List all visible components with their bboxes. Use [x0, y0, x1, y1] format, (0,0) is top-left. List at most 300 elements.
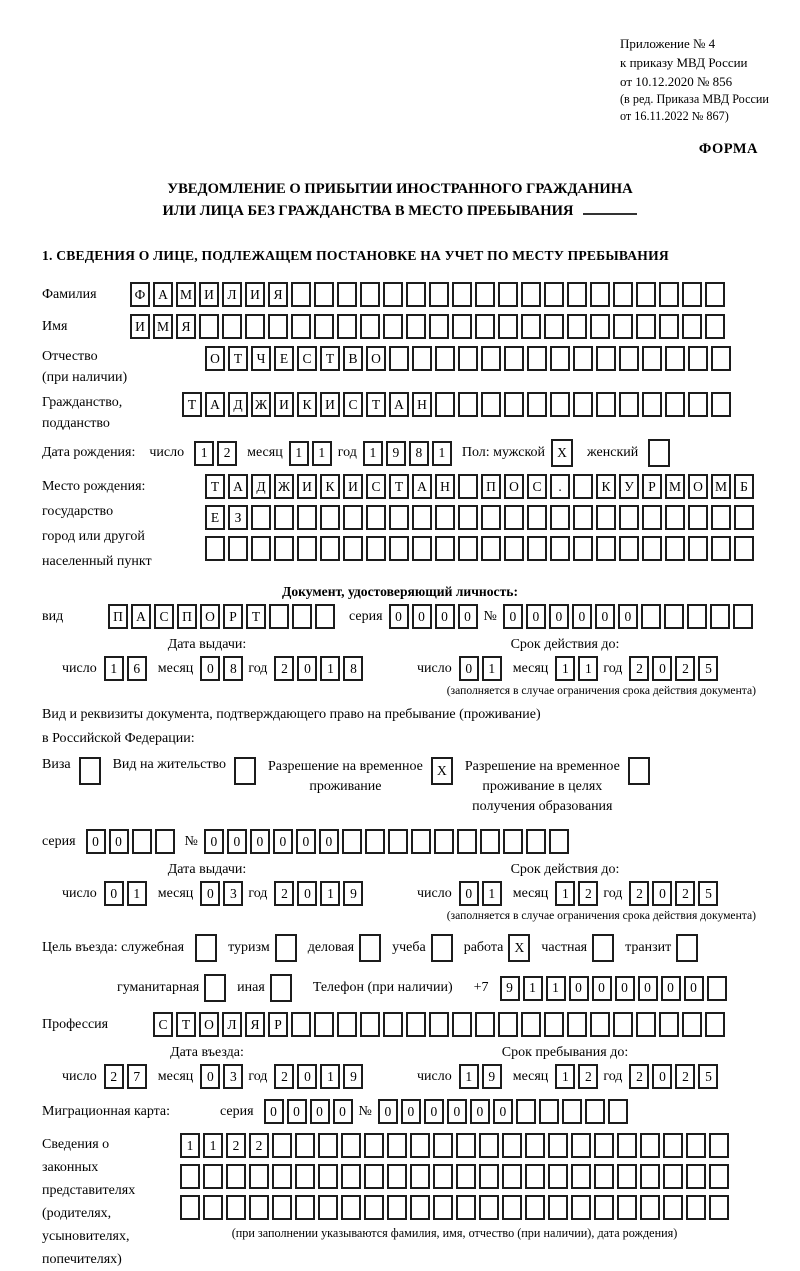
char-cell[interactable]	[364, 1195, 384, 1220]
char-cell[interactable]	[711, 505, 731, 530]
char-cell[interactable]	[676, 934, 698, 962]
char-cell[interactable]: 1	[127, 881, 147, 906]
char-cell[interactable]: Т	[246, 604, 266, 629]
char-cell[interactable]: 0	[459, 881, 479, 906]
char-cell[interactable]	[619, 536, 639, 561]
char-cell[interactable]: С	[297, 346, 317, 371]
char-cell[interactable]: И	[130, 314, 150, 339]
char-cell[interactable]: 2	[675, 1064, 695, 1089]
char-cell[interactable]	[686, 1195, 706, 1220]
char-cell[interactable]	[434, 829, 454, 854]
char-cell[interactable]: 1	[555, 881, 575, 906]
char-cell[interactable]	[504, 536, 524, 561]
char-cell[interactable]: 0	[319, 829, 339, 854]
char-cell[interactable]	[636, 1012, 656, 1037]
char-cell[interactable]	[590, 314, 610, 339]
char-cell[interactable]	[663, 1133, 683, 1158]
char-cell[interactable]: Т	[182, 392, 202, 417]
char-cell[interactable]	[360, 1012, 380, 1037]
char-cell[interactable]	[295, 1195, 315, 1220]
char-cell[interactable]: 0	[200, 881, 220, 906]
char-cell[interactable]	[180, 1164, 200, 1189]
char-cell[interactable]: О	[366, 346, 386, 371]
char-cell[interactable]: О	[504, 474, 524, 499]
char-cell[interactable]: 1	[363, 441, 383, 466]
char-cell[interactable]	[659, 314, 679, 339]
char-cell[interactable]: М	[711, 474, 731, 499]
char-cell[interactable]: .	[550, 474, 570, 499]
char-cell[interactable]	[297, 536, 317, 561]
char-cell[interactable]	[594, 1195, 614, 1220]
char-cell[interactable]	[269, 604, 289, 629]
char-cell[interactable]	[249, 1164, 269, 1189]
char-cell[interactable]: 0	[378, 1099, 398, 1124]
char-cell[interactable]: 6	[127, 656, 147, 681]
char-cell[interactable]	[314, 314, 334, 339]
char-cell[interactable]	[433, 1195, 453, 1220]
char-cell[interactable]	[412, 346, 432, 371]
char-cell[interactable]	[268, 314, 288, 339]
char-cell[interactable]	[366, 536, 386, 561]
char-cell[interactable]: 5	[698, 656, 718, 681]
char-cell[interactable]	[709, 1133, 729, 1158]
char-cell[interactable]	[734, 505, 754, 530]
char-cell[interactable]	[292, 604, 312, 629]
char-cell[interactable]	[665, 505, 685, 530]
char-cell[interactable]	[226, 1164, 246, 1189]
char-cell[interactable]: М	[665, 474, 685, 499]
char-cell[interactable]	[341, 1164, 361, 1189]
char-cell[interactable]: 0	[569, 976, 589, 1001]
char-cell[interactable]	[567, 314, 587, 339]
char-cell[interactable]	[433, 1164, 453, 1189]
char-cell[interactable]: X	[551, 439, 573, 467]
char-cell[interactable]	[320, 505, 340, 530]
char-cell[interactable]	[406, 1012, 426, 1037]
char-cell[interactable]	[521, 314, 541, 339]
char-cell[interactable]: О	[688, 474, 708, 499]
char-cell[interactable]	[272, 1164, 292, 1189]
char-cell[interactable]	[573, 474, 593, 499]
char-cell[interactable]	[613, 282, 633, 307]
char-cell[interactable]	[525, 1195, 545, 1220]
char-cell[interactable]: Р	[642, 474, 662, 499]
char-cell[interactable]	[475, 1012, 495, 1037]
char-cell[interactable]	[383, 282, 403, 307]
char-cell[interactable]: 0	[595, 604, 615, 629]
char-cell[interactable]	[251, 505, 271, 530]
char-cell[interactable]	[498, 1012, 518, 1037]
char-cell[interactable]	[435, 346, 455, 371]
char-cell[interactable]	[567, 282, 587, 307]
char-cell[interactable]: 0	[652, 656, 672, 681]
char-cell[interactable]: И	[245, 282, 265, 307]
char-cell[interactable]	[199, 314, 219, 339]
char-cell[interactable]: С	[154, 604, 174, 629]
char-cell[interactable]	[360, 314, 380, 339]
char-cell[interactable]	[648, 439, 670, 467]
char-cell[interactable]: 1	[459, 1064, 479, 1089]
char-cell[interactable]: 0	[493, 1099, 513, 1124]
char-cell[interactable]	[709, 1195, 729, 1220]
char-cell[interactable]: 0	[458, 604, 478, 629]
char-cell[interactable]	[659, 282, 679, 307]
char-cell[interactable]	[571, 1164, 591, 1189]
char-cell[interactable]	[550, 505, 570, 530]
char-cell[interactable]: 9	[386, 441, 406, 466]
char-cell[interactable]	[366, 505, 386, 530]
char-cell[interactable]: 2	[629, 656, 649, 681]
char-cell[interactable]: 2	[249, 1133, 269, 1158]
char-cell[interactable]	[596, 346, 616, 371]
char-cell[interactable]: 9	[343, 1064, 363, 1089]
char-cell[interactable]: К	[320, 474, 340, 499]
char-cell[interactable]	[365, 829, 385, 854]
char-cell[interactable]	[295, 1133, 315, 1158]
char-cell[interactable]	[204, 974, 226, 1002]
char-cell[interactable]	[550, 346, 570, 371]
char-cell[interactable]: 0	[287, 1099, 307, 1124]
char-cell[interactable]	[234, 757, 256, 785]
char-cell[interactable]	[682, 314, 702, 339]
char-cell[interactable]	[585, 1099, 605, 1124]
char-cell[interactable]	[665, 536, 685, 561]
char-cell[interactable]: Ж	[251, 392, 271, 417]
char-cell[interactable]: 2	[629, 1064, 649, 1089]
char-cell[interactable]: И	[297, 474, 317, 499]
char-cell[interactable]: 2	[578, 1064, 598, 1089]
char-cell[interactable]	[195, 934, 217, 962]
char-cell[interactable]: 1	[312, 441, 332, 466]
char-cell[interactable]: 0	[86, 829, 106, 854]
char-cell[interactable]: 2	[274, 1064, 294, 1089]
char-cell[interactable]	[318, 1133, 338, 1158]
char-cell[interactable]	[686, 1164, 706, 1189]
char-cell[interactable]: Т	[228, 346, 248, 371]
char-cell[interactable]: 2	[675, 881, 695, 906]
char-cell[interactable]	[527, 392, 547, 417]
char-cell[interactable]: Б	[734, 474, 754, 499]
char-cell[interactable]	[475, 282, 495, 307]
char-cell[interactable]	[502, 1164, 522, 1189]
char-cell[interactable]: Т	[176, 1012, 196, 1037]
char-cell[interactable]	[180, 1195, 200, 1220]
char-cell[interactable]	[521, 1012, 541, 1037]
char-cell[interactable]	[642, 536, 662, 561]
char-cell[interactable]	[245, 314, 265, 339]
char-cell[interactable]: 0	[273, 829, 293, 854]
char-cell[interactable]: К	[596, 474, 616, 499]
char-cell[interactable]: 0	[333, 1099, 353, 1124]
char-cell[interactable]: И	[320, 392, 340, 417]
char-cell[interactable]: 1	[482, 881, 502, 906]
char-cell[interactable]	[458, 346, 478, 371]
char-cell[interactable]	[383, 1012, 403, 1037]
char-cell[interactable]	[548, 1164, 568, 1189]
char-cell[interactable]: Т	[320, 346, 340, 371]
char-cell[interactable]: С	[527, 474, 547, 499]
char-cell[interactable]	[642, 392, 662, 417]
char-cell[interactable]	[498, 314, 518, 339]
char-cell[interactable]: 1	[289, 441, 309, 466]
char-cell[interactable]: 0	[401, 1099, 421, 1124]
char-cell[interactable]	[270, 974, 292, 1002]
char-cell[interactable]: 1	[482, 656, 502, 681]
char-cell[interactable]	[456, 1164, 476, 1189]
char-cell[interactable]	[688, 346, 708, 371]
char-cell[interactable]	[686, 1133, 706, 1158]
char-cell[interactable]	[458, 392, 478, 417]
char-cell[interactable]: 5	[698, 1064, 718, 1089]
char-cell[interactable]	[275, 934, 297, 962]
char-cell[interactable]	[573, 536, 593, 561]
char-cell[interactable]: 1	[432, 441, 452, 466]
char-cell[interactable]	[297, 505, 317, 530]
char-cell[interactable]: 0	[572, 604, 592, 629]
char-cell[interactable]	[502, 1195, 522, 1220]
char-cell[interactable]	[132, 829, 152, 854]
char-cell[interactable]: 9	[500, 976, 520, 1001]
char-cell[interactable]: К	[297, 392, 317, 417]
char-cell[interactable]: М	[176, 282, 196, 307]
char-cell[interactable]	[343, 505, 363, 530]
char-cell[interactable]: 0	[200, 656, 220, 681]
char-cell[interactable]	[548, 1133, 568, 1158]
char-cell[interactable]: О	[199, 1012, 219, 1037]
char-cell[interactable]	[481, 392, 501, 417]
char-cell[interactable]	[452, 314, 472, 339]
char-cell[interactable]	[387, 1164, 407, 1189]
char-cell[interactable]	[249, 1195, 269, 1220]
char-cell[interactable]	[707, 976, 727, 1001]
char-cell[interactable]	[155, 829, 175, 854]
char-cell[interactable]	[431, 934, 453, 962]
char-cell[interactable]	[458, 474, 478, 499]
char-cell[interactable]: 0	[389, 604, 409, 629]
char-cell[interactable]	[410, 1164, 430, 1189]
char-cell[interactable]: 7	[127, 1064, 147, 1089]
char-cell[interactable]	[682, 1012, 702, 1037]
char-cell[interactable]: 0	[297, 881, 317, 906]
char-cell[interactable]	[433, 1133, 453, 1158]
char-cell[interactable]	[548, 1195, 568, 1220]
char-cell[interactable]	[435, 536, 455, 561]
char-cell[interactable]	[571, 1195, 591, 1220]
char-cell[interactable]	[711, 536, 731, 561]
char-cell[interactable]: 1	[203, 1133, 223, 1158]
char-cell[interactable]	[274, 505, 294, 530]
char-cell[interactable]	[539, 1099, 559, 1124]
char-cell[interactable]	[228, 536, 248, 561]
char-cell[interactable]: М	[153, 314, 173, 339]
char-cell[interactable]	[663, 1195, 683, 1220]
char-cell[interactable]	[341, 1195, 361, 1220]
char-cell[interactable]	[640, 1195, 660, 1220]
char-cell[interactable]	[479, 1164, 499, 1189]
char-cell[interactable]	[665, 392, 685, 417]
char-cell[interactable]	[682, 282, 702, 307]
char-cell[interactable]: 2	[578, 881, 598, 906]
char-cell[interactable]: 0	[104, 881, 124, 906]
char-cell[interactable]	[456, 1133, 476, 1158]
char-cell[interactable]	[291, 314, 311, 339]
char-cell[interactable]: 0	[684, 976, 704, 1001]
char-cell[interactable]	[360, 282, 380, 307]
char-cell[interactable]	[640, 1133, 660, 1158]
char-cell[interactable]: 1	[578, 656, 598, 681]
char-cell[interactable]: 2	[629, 881, 649, 906]
char-cell[interactable]	[711, 392, 731, 417]
char-cell[interactable]: И	[343, 474, 363, 499]
char-cell[interactable]: С	[366, 474, 386, 499]
char-cell[interactable]	[203, 1195, 223, 1220]
char-cell[interactable]	[295, 1164, 315, 1189]
char-cell[interactable]	[527, 346, 547, 371]
char-cell[interactable]: 1	[180, 1133, 200, 1158]
char-cell[interactable]: 0	[652, 1064, 672, 1089]
char-cell[interactable]: 2	[104, 1064, 124, 1089]
char-cell[interactable]	[709, 1164, 729, 1189]
char-cell[interactable]	[337, 1012, 357, 1037]
char-cell[interactable]	[688, 536, 708, 561]
char-cell[interactable]	[705, 282, 725, 307]
char-cell[interactable]: 5	[698, 881, 718, 906]
char-cell[interactable]: 0	[652, 881, 672, 906]
char-cell[interactable]	[549, 829, 569, 854]
char-cell[interactable]	[504, 505, 524, 530]
char-cell[interactable]: С	[153, 1012, 173, 1037]
char-cell[interactable]: 1	[546, 976, 566, 1001]
char-cell[interactable]	[203, 1164, 223, 1189]
char-cell[interactable]	[272, 1133, 292, 1158]
char-cell[interactable]	[314, 282, 334, 307]
char-cell[interactable]	[481, 346, 501, 371]
char-cell[interactable]: П	[177, 604, 197, 629]
char-cell[interactable]: 8	[343, 656, 363, 681]
char-cell[interactable]	[590, 282, 610, 307]
char-cell[interactable]: 2	[274, 656, 294, 681]
char-cell[interactable]	[613, 314, 633, 339]
char-cell[interactable]	[710, 604, 730, 629]
char-cell[interactable]	[617, 1195, 637, 1220]
char-cell[interactable]: Л	[222, 282, 242, 307]
char-cell[interactable]	[573, 392, 593, 417]
char-cell[interactable]	[481, 536, 501, 561]
char-cell[interactable]	[457, 829, 477, 854]
char-cell[interactable]: А	[131, 604, 151, 629]
char-cell[interactable]: У	[619, 474, 639, 499]
char-cell[interactable]	[617, 1133, 637, 1158]
char-cell[interactable]	[458, 505, 478, 530]
char-cell[interactable]	[291, 1012, 311, 1037]
char-cell[interactable]	[412, 536, 432, 561]
char-cell[interactable]	[641, 604, 661, 629]
char-cell[interactable]	[550, 536, 570, 561]
char-cell[interactable]	[364, 1133, 384, 1158]
char-cell[interactable]	[596, 536, 616, 561]
char-cell[interactable]	[525, 1164, 545, 1189]
char-cell[interactable]	[406, 314, 426, 339]
char-cell[interactable]	[613, 1012, 633, 1037]
char-cell[interactable]: 2	[274, 881, 294, 906]
char-cell[interactable]	[665, 346, 685, 371]
char-cell[interactable]: 9	[482, 1064, 502, 1089]
char-cell[interactable]	[688, 392, 708, 417]
char-cell[interactable]: Е	[274, 346, 294, 371]
char-cell[interactable]: Ч	[251, 346, 271, 371]
char-cell[interactable]	[525, 1133, 545, 1158]
char-cell[interactable]	[596, 505, 616, 530]
char-cell[interactable]: Т	[366, 392, 386, 417]
char-cell[interactable]: А	[153, 282, 173, 307]
char-cell[interactable]	[498, 282, 518, 307]
char-cell[interactable]: 0	[109, 829, 129, 854]
char-cell[interactable]	[342, 829, 362, 854]
char-cell[interactable]: 0	[424, 1099, 444, 1124]
char-cell[interactable]	[516, 1099, 536, 1124]
char-cell[interactable]	[429, 314, 449, 339]
char-cell[interactable]: А	[205, 392, 225, 417]
char-cell[interactable]: 9	[343, 881, 363, 906]
char-cell[interactable]	[619, 392, 639, 417]
char-cell[interactable]: С	[343, 392, 363, 417]
char-cell[interactable]	[479, 1133, 499, 1158]
char-cell[interactable]: 0	[459, 656, 479, 681]
char-cell[interactable]	[435, 392, 455, 417]
char-cell[interactable]: Я	[268, 282, 288, 307]
char-cell[interactable]	[337, 314, 357, 339]
char-cell[interactable]: 0	[435, 604, 455, 629]
char-cell[interactable]	[410, 1133, 430, 1158]
char-cell[interactable]: Т	[205, 474, 225, 499]
char-cell[interactable]	[456, 1195, 476, 1220]
char-cell[interactable]: И	[199, 282, 219, 307]
char-cell[interactable]: П	[481, 474, 501, 499]
char-cell[interactable]	[272, 1195, 292, 1220]
char-cell[interactable]	[567, 1012, 587, 1037]
char-cell[interactable]: Ф	[130, 282, 150, 307]
char-cell[interactable]: З	[228, 505, 248, 530]
char-cell[interactable]	[364, 1164, 384, 1189]
char-cell[interactable]	[226, 1195, 246, 1220]
char-cell[interactable]: Р	[223, 604, 243, 629]
char-cell[interactable]: А	[228, 474, 248, 499]
char-cell[interactable]: 1	[194, 441, 214, 466]
char-cell[interactable]	[705, 1012, 725, 1037]
char-cell[interactable]	[291, 282, 311, 307]
char-cell[interactable]: 0	[250, 829, 270, 854]
char-cell[interactable]	[389, 346, 409, 371]
char-cell[interactable]: 3	[223, 1064, 243, 1089]
char-cell[interactable]	[314, 1012, 334, 1037]
char-cell[interactable]	[318, 1164, 338, 1189]
char-cell[interactable]: Н	[435, 474, 455, 499]
char-cell[interactable]	[687, 604, 707, 629]
char-cell[interactable]: 8	[223, 656, 243, 681]
char-cell[interactable]	[435, 505, 455, 530]
char-cell[interactable]	[387, 1133, 407, 1158]
char-cell[interactable]: X	[431, 757, 453, 785]
char-cell[interactable]: 0	[638, 976, 658, 1001]
char-cell[interactable]	[452, 1012, 472, 1037]
char-cell[interactable]	[320, 536, 340, 561]
char-cell[interactable]	[733, 604, 753, 629]
char-cell[interactable]	[458, 536, 478, 561]
char-cell[interactable]	[711, 346, 731, 371]
char-cell[interactable]: 0	[661, 976, 681, 1001]
char-cell[interactable]: X	[508, 934, 530, 962]
char-cell[interactable]: 0	[447, 1099, 467, 1124]
